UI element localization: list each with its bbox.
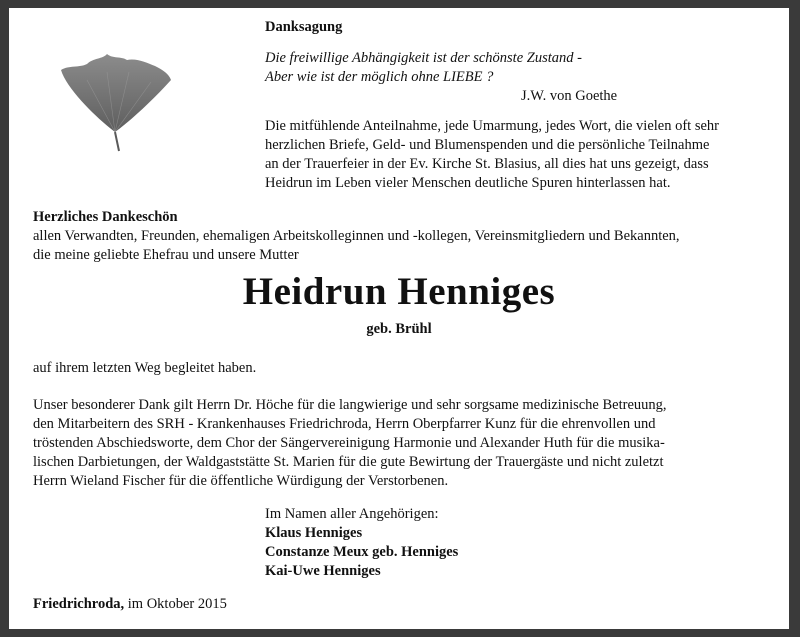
intro-line: Heidrun im Leben vieler Menschen deutliche Spuren hinterlassen hat. — [265, 175, 671, 191]
thanks-line: allen Verwandten, Freunden, ehemaligen Arbeitskolleginnen und -kollegen, Vereinsmitgliedern und Bekannten, — [33, 228, 680, 244]
special-thanks-line: den Mitarbeitern des SRH - Krankenhauses Friedrichroda, Herrn Oberpfarrer Kunz für die ehrenvollen und — [33, 416, 656, 432]
intro-paragraph — [265, 117, 719, 193]
thanks-heading: Herzliches Dankeschön — [33, 209, 178, 225]
special-thanks-line: Herrn Wieland Fischer für die öffentliche Würdigung der Verstorbenen. — [33, 473, 449, 489]
quote-line: Die freiwillige Abhängigkeit ist der schönste Zustand - — [265, 50, 582, 66]
special-thanks-line: Unser besonderer Dank gilt Herrn Dr. Höche für die langwierige und sehr sorgsame medizinische Betreuung, — [33, 397, 667, 413]
special-thanks-line: tröstenden Abschiedsworte, dem Chor der Sängervereinigung Harmonie und Alexander Huth für die musika- — [33, 435, 665, 451]
deceased-name: Heidrun Henniges — [242, 270, 556, 313]
ginkgo-leaf-icon — [47, 50, 177, 165]
signature-block — [265, 505, 458, 581]
signature-intro: Im Namen aller Angehörigen: — [265, 506, 439, 522]
signature-name: Constanze Meux geb. Henniges — [265, 544, 459, 560]
footer-date: im Oktober 2015 — [127, 596, 227, 612]
thanks-paragraph — [33, 227, 680, 265]
quote-line: Aber wie ist der möglich ohne LIEBE ? — [265, 69, 494, 85]
intro-line: herzlichen Briefe, Geld- und Blumenspenden und die persönliche Teilnahme — [265, 137, 710, 153]
footer — [33, 595, 227, 614]
closing-line: auf ihrem letzten Weg begleitet haben. — [33, 360, 257, 376]
intro-line: an der Trauerfeier in der Ev. Kirche St. Blasius, all dies hat uns gezeigt, dass — [265, 156, 709, 172]
quote — [265, 49, 582, 87]
quote-author: J.W. von Goethe — [521, 88, 618, 104]
signature-name: Klaus Henniges — [265, 525, 363, 541]
title: Danksagung — [265, 19, 343, 35]
thanks-line: die meine geliebte Ehefrau und unsere Mutter — [33, 247, 299, 263]
intro-line: Die mitfühlende Anteilnahme, jede Umarmung, jedes Wort, die vielen oft sehr — [265, 118, 719, 134]
footer-place: Friedrichroda, — [33, 596, 125, 612]
obituary-card — [9, 8, 789, 629]
birth-name: geb. Brühl — [366, 321, 432, 337]
special-thanks-paragraph — [33, 396, 667, 491]
special-thanks-line: lischen Darbietungen, der Waldgaststätte St. Marien für die gute Bewirtung der Trauergäste und nicht zuletzt — [33, 454, 664, 470]
signature-name: Kai-Uwe Henniges — [265, 563, 381, 579]
